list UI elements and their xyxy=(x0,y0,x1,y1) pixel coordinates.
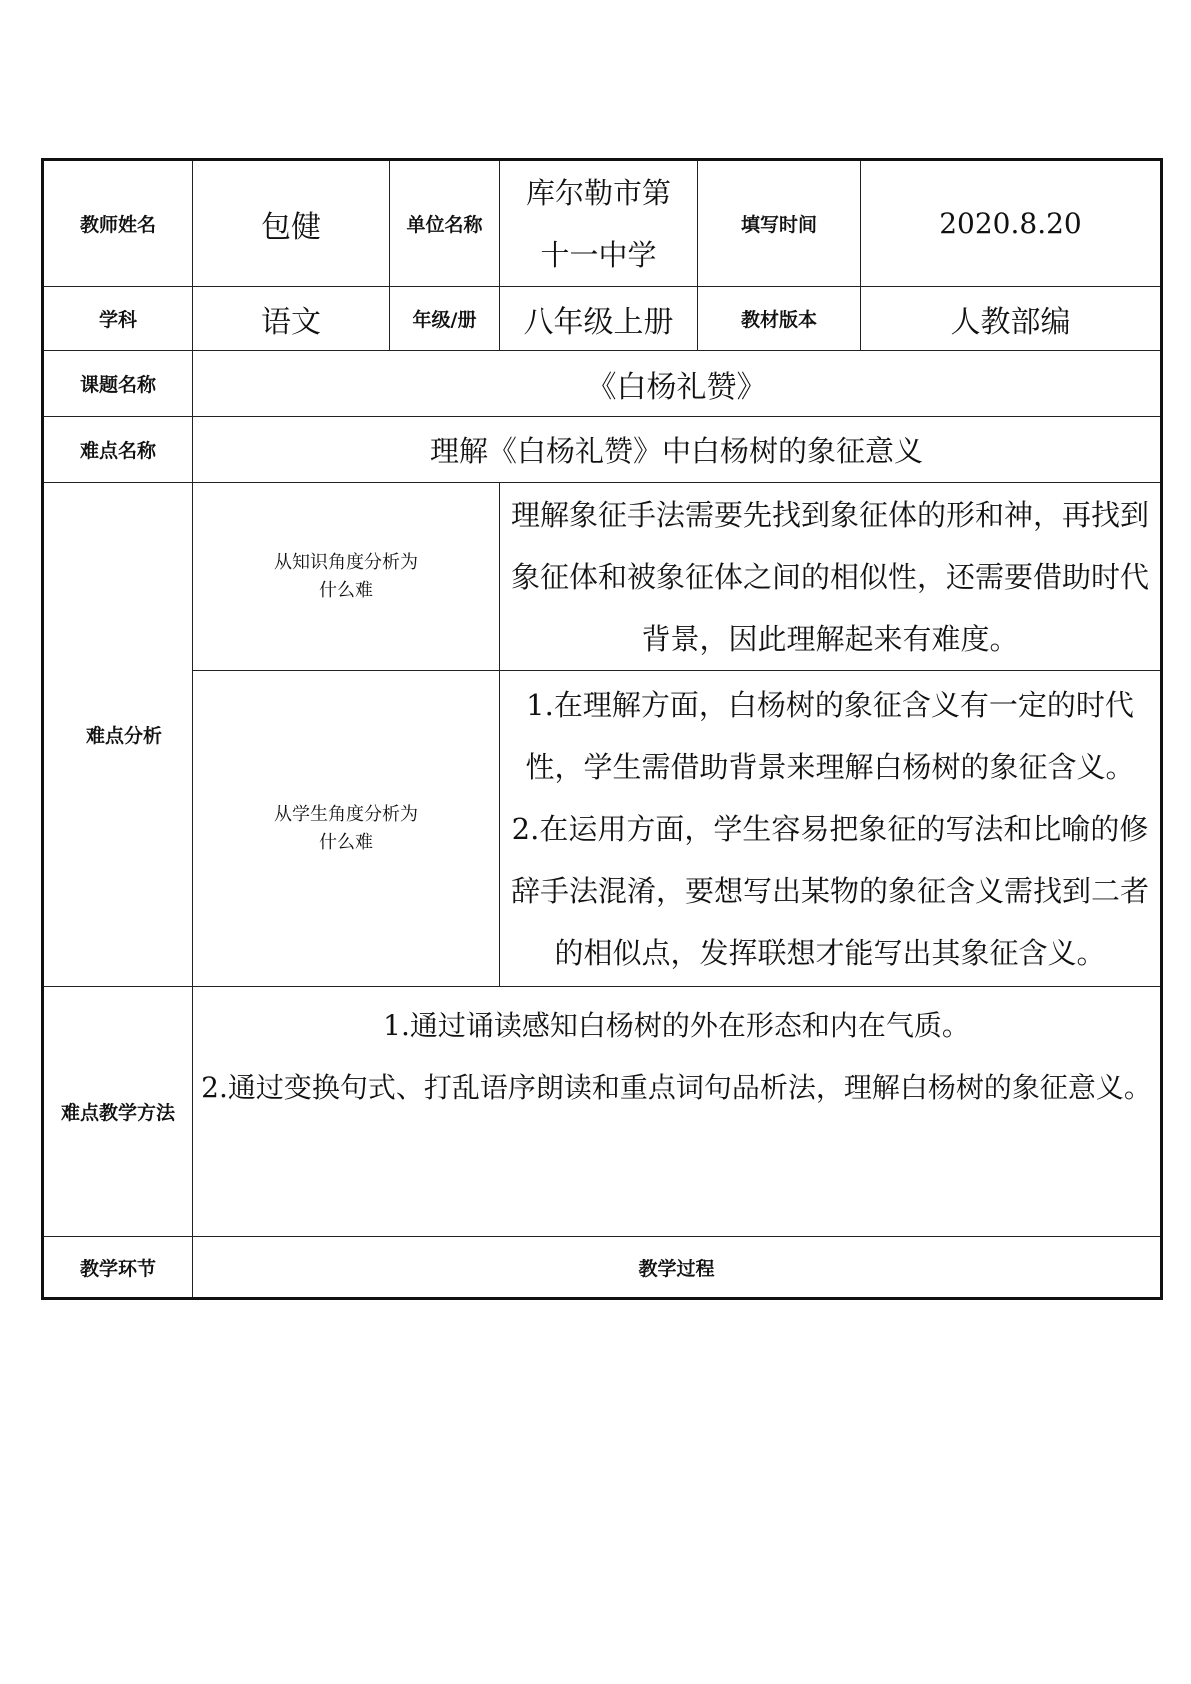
grade-label: 年级/册 xyxy=(390,287,500,351)
teaching-stage-label: 教学环节 xyxy=(43,1237,193,1299)
method-text xyxy=(193,987,1162,1237)
knowledge-angle-label xyxy=(193,483,500,671)
subject-row xyxy=(43,287,1162,351)
knowledge-angle-label-line-1: 从知识角度分析为 xyxy=(274,551,418,573)
knowledge-angle-label-line-2: 什么难 xyxy=(319,579,373,601)
fill-date-value: 2020.8.20 xyxy=(861,160,1162,287)
method-row xyxy=(43,987,1162,1237)
method-point-1: 1.通过诵读感知白杨树的外在形态和内在气质。 xyxy=(383,1009,970,1042)
method-label: 难点教学方法 xyxy=(43,987,193,1237)
student-angle-point-2: 2.在运用方面，学生容易把象征的写法和比喻的修辞手法混淆，要想写出某物的象征含义需找到二者的相似点，发挥联想才能写出其象征含义。 xyxy=(510,811,1149,970)
student-angle-label-line-2: 什么难 xyxy=(319,831,373,853)
fill-date-label: 填写时间 xyxy=(698,160,861,287)
teacher-name-label: 教师姓名 xyxy=(43,160,193,287)
edition-label: 教材版本 xyxy=(698,287,861,351)
difficulty-row xyxy=(43,417,1162,483)
student-angle-point-1: 1.在理解方面，白杨树的象征含义有一定的时代性，学生需借助背景来理解白杨树的象征含义。 xyxy=(525,687,1135,784)
lesson-design-table xyxy=(41,158,1163,1300)
process-header-row xyxy=(43,1237,1162,1299)
student-angle-text xyxy=(500,671,1162,987)
unit-name-label: 单位名称 xyxy=(390,160,500,287)
topic-row xyxy=(43,351,1162,417)
unit-name-value xyxy=(500,160,698,287)
teacher-name-value: 包健 xyxy=(193,160,390,287)
knowledge-angle-text xyxy=(500,483,1162,671)
edition-value: 人教部编 xyxy=(861,287,1162,351)
student-angle-label-line-1: 从学生角度分析为 xyxy=(274,803,418,825)
subject-value: 语文 xyxy=(193,287,390,351)
difficulty-label: 难点名称 xyxy=(43,417,193,483)
grade-value: 八年级上册 xyxy=(500,287,698,351)
knowledge-angle-paragraph: 理解象征手法需要先找到象征体的形和神，再找到象征体和被象征体之间的相似性，还需要借助时代背景，因此理解起来有难度。 xyxy=(510,497,1149,656)
student-angle-label xyxy=(193,671,500,987)
analysis-label: 难点分析 xyxy=(43,483,193,987)
teaching-process-label: 教学过程 xyxy=(193,1237,1162,1299)
analysis-student-row xyxy=(43,671,1162,987)
unit-name-line-2: 十一中学 xyxy=(540,237,657,272)
subject-label: 学科 xyxy=(43,287,193,351)
difficulty-value: 理解《白杨礼赞》中白杨树的象征意义 xyxy=(193,417,1162,483)
topic-value: 《白杨礼赞》 xyxy=(193,351,1162,417)
analysis-knowledge-row xyxy=(43,483,1162,671)
unit-name-line-1: 库尔勒市第 xyxy=(525,175,671,210)
header-row xyxy=(43,160,1162,287)
method-point-2: 2.通过变换句式、打乱语序朗读和重点词句品析法，理解白杨树的象征意义。 xyxy=(201,1071,1152,1104)
topic-label: 课题名称 xyxy=(43,351,193,417)
